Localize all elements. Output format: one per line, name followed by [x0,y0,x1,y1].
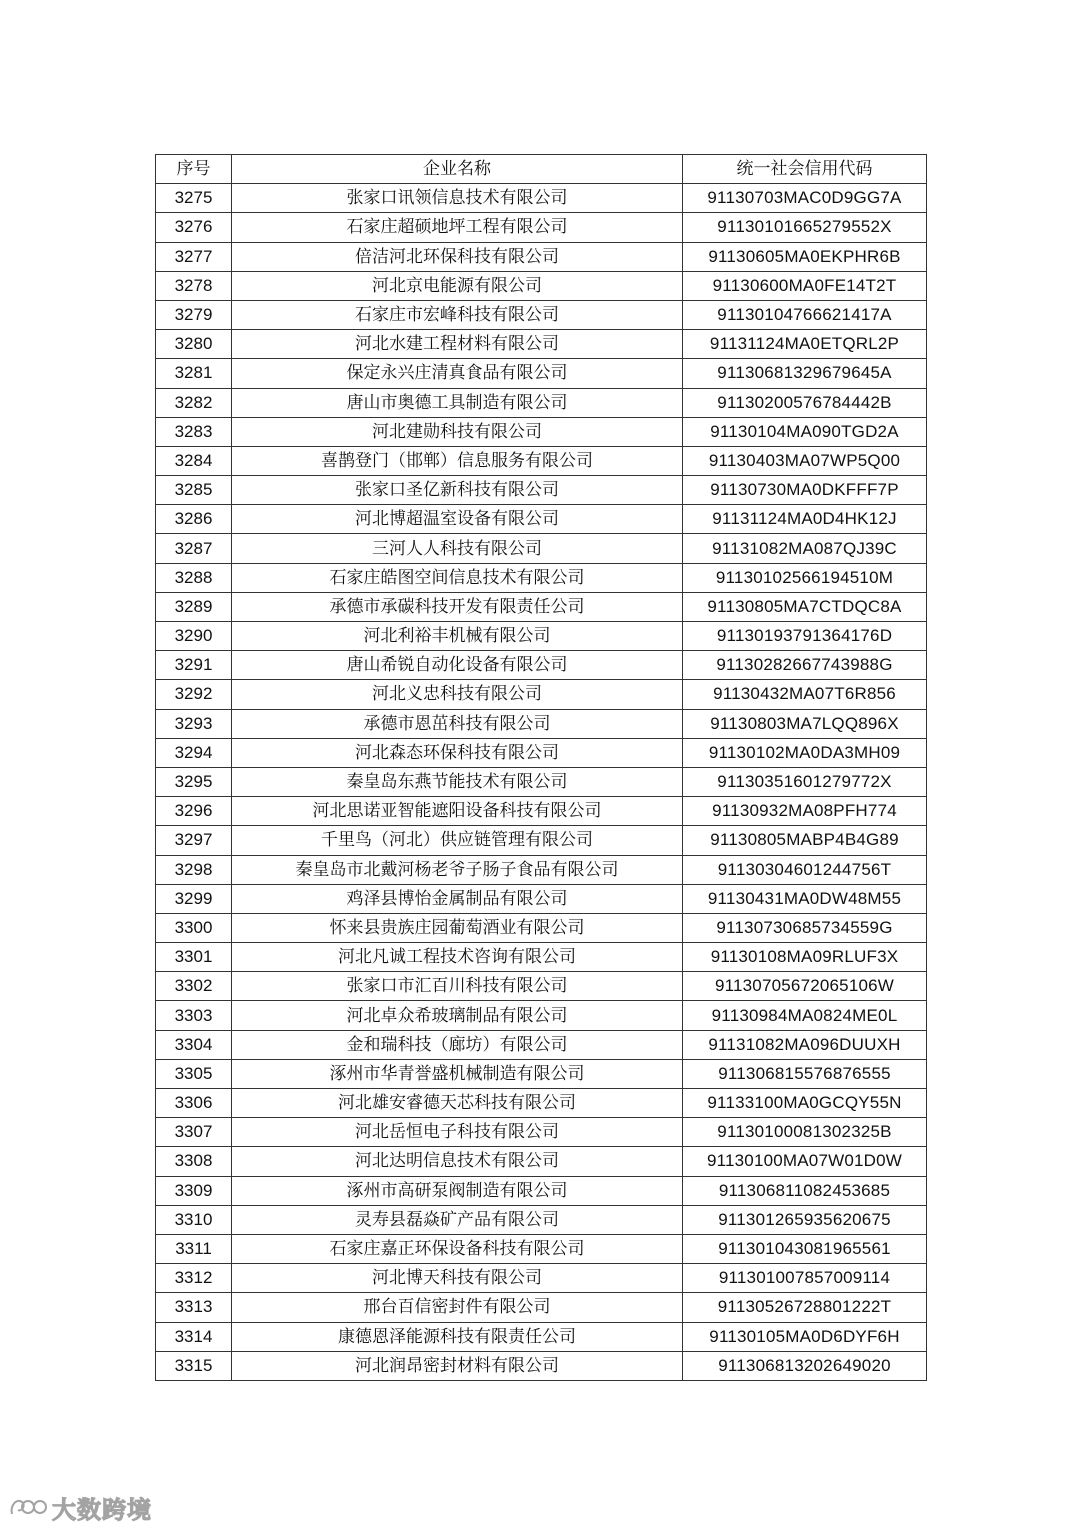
cell-credit-code: 911301007857009114 [683,1264,927,1293]
cell-seq: 3305 [156,1059,232,1088]
cell-company-name: 承德市恩茁科技有限公司 [232,709,683,738]
cell-company-name: 邢台百信密封件有限公司 [232,1293,683,1322]
cell-credit-code: 91130101665279552X [683,213,927,242]
table-row [156,855,927,884]
cell-company-name: 倍洁河北环保科技有限公司 [232,242,683,271]
cell-company-name: 唐山希锐自动化设备有限公司 [232,651,683,680]
cell-seq: 3308 [156,1147,232,1176]
watermark-text: 大数跨境 [52,1495,152,1524]
cell-credit-code: 91130102MA0DA3MH09 [683,738,927,767]
table-row [156,476,927,505]
cell-company-name: 承德市承碳科技开发有限责任公司 [232,592,683,621]
cell-company-name: 鸡泽县博怡金属制品有限公司 [232,884,683,913]
cell-company-name: 河北润昂密封材料有限公司 [232,1351,683,1380]
cell-seq: 3297 [156,826,232,855]
cell-seq: 3294 [156,738,232,767]
table-row [156,797,927,826]
cell-credit-code: 91131082MA096DUUXH [683,1030,927,1059]
table-row [156,1030,927,1059]
cell-credit-code: 91130803MA7LQQ896X [683,709,927,738]
cell-company-name: 涿州市高研泵阀制造有限公司 [232,1176,683,1205]
cell-seq: 3291 [156,651,232,680]
cell-seq: 3313 [156,1293,232,1322]
table-row [156,943,927,972]
cell-seq: 3293 [156,709,232,738]
cell-credit-code: 91130105MA0D6DYF6H [683,1322,927,1351]
cell-seq: 3285 [156,476,232,505]
cell-credit-code: 91130403MA07WP5Q00 [683,446,927,475]
table-row [156,1293,927,1322]
table-row [156,1059,927,1088]
table-row [156,330,927,359]
cell-credit-code: 91130805MA7CTDQC8A [683,592,927,621]
table-row [156,826,927,855]
table-row [156,213,927,242]
cell-seq: 3300 [156,913,232,942]
cell-credit-code: 91130730MA0DKFFF7P [683,476,927,505]
cell-company-name: 河北雄安睿德天芯科技有限公司 [232,1089,683,1118]
table-row [156,359,927,388]
cell-company-name: 河北博天科技有限公司 [232,1264,683,1293]
cell-company-name: 河北水建工程材料有限公司 [232,330,683,359]
cell-credit-code: 911306811082453685 [683,1176,927,1205]
header-company-name: 企业名称 [232,155,683,184]
table-row [156,1089,927,1118]
header-seq: 序号 [156,155,232,184]
table-row [156,972,927,1001]
cell-company-name: 石家庄嘉正环保设备科技有限公司 [232,1234,683,1263]
cell-credit-code: 91130282667743988G [683,651,927,680]
cell-seq: 3287 [156,534,232,563]
table-row [156,680,927,709]
cell-credit-code: 91130351601279772X [683,767,927,796]
cell-company-name: 河北凡诚工程技术咨询有限公司 [232,943,683,972]
cell-seq: 3311 [156,1234,232,1263]
cell-credit-code: 91130984MA0824ME0L [683,1001,927,1030]
table-row [156,184,927,213]
cell-company-name: 灵寿县磊焱矿产品有限公司 [232,1205,683,1234]
cell-credit-code: 91131124MA0D4HK12J [683,505,927,534]
cell-company-name: 河北岳恒电子科技有限公司 [232,1118,683,1147]
table-header-row [156,155,927,184]
cell-seq: 3286 [156,505,232,534]
cell-seq: 3312 [156,1264,232,1293]
brand-logo-icon [8,1494,48,1520]
cell-seq: 3295 [156,767,232,796]
cell-company-name: 河北京电能源有限公司 [232,271,683,300]
table-row [156,563,927,592]
table-row [156,709,927,738]
cell-credit-code: 91130104766621417A [683,300,927,329]
cell-credit-code: 91130805MABP4B4G89 [683,826,927,855]
cell-seq: 3292 [156,680,232,709]
cell-seq: 3279 [156,300,232,329]
cell-company-name: 秦皇岛市北戴河杨老爷子肠子食品有限公司 [232,855,683,884]
cell-credit-code: 91131082MA087QJ39C [683,534,927,563]
cell-company-name: 石家庄市宏峰科技有限公司 [232,300,683,329]
cell-credit-code: 91130108MA09RLUF3X [683,943,927,972]
table-row [156,651,927,680]
cell-company-name: 石家庄超硕地坪工程有限公司 [232,213,683,242]
table-body [156,184,927,1381]
cell-seq: 3303 [156,1001,232,1030]
table-row [156,622,927,651]
cell-seq: 3277 [156,242,232,271]
cell-seq: 3282 [156,388,232,417]
table-row [156,1322,927,1351]
table-row [156,242,927,271]
table-row [156,767,927,796]
cell-credit-code: 91130600MA0FE14T2T [683,271,927,300]
cell-seq: 3309 [156,1176,232,1205]
cell-company-name: 千里鸟（河北）供应链管理有限公司 [232,826,683,855]
cell-credit-code: 911306813202649020 [683,1351,927,1380]
table-row [156,446,927,475]
cell-credit-code: 91130705672065106W [683,972,927,1001]
table-row [156,300,927,329]
cell-company-name: 张家口讯领信息技术有限公司 [232,184,683,213]
cell-seq: 3298 [156,855,232,884]
cell-credit-code: 91130100081302325B [683,1118,927,1147]
cell-credit-code: 91130681329679645A [683,359,927,388]
cell-credit-code: 91130526728801222T [683,1293,927,1322]
cell-seq: 3280 [156,330,232,359]
table-row [156,1176,927,1205]
cell-company-name: 康德恩泽能源科技有限责任公司 [232,1322,683,1351]
cell-credit-code: 91130432MA07T6R856 [683,680,927,709]
header-credit-code: 统一社会信用代码 [683,155,927,184]
table-row [156,1234,927,1263]
cell-credit-code: 91130431MA0DW48M55 [683,884,927,913]
cell-company-name: 怀来县贵族庄园葡萄酒业有限公司 [232,913,683,942]
enterprise-registry-table [155,154,927,1381]
table-row [156,1264,927,1293]
cell-seq: 3276 [156,213,232,242]
cell-credit-code: 91130200576784442B [683,388,927,417]
cell-company-name: 河北卓众希玻璃制品有限公司 [232,1001,683,1030]
table-row [156,1351,927,1380]
cell-credit-code: 91130730685734559G [683,913,927,942]
cell-company-name: 河北博超温室设备有限公司 [232,505,683,534]
cell-credit-code: 91130193791364176D [683,622,927,651]
cell-seq: 3288 [156,563,232,592]
cell-company-name: 河北建勋科技有限公司 [232,417,683,446]
cell-credit-code: 911306815576876555 [683,1059,927,1088]
cell-seq: 3307 [156,1118,232,1147]
cell-seq: 3306 [156,1089,232,1118]
table-row [156,592,927,621]
table-row [156,271,927,300]
cell-credit-code: 91131124MA0ETQRL2P [683,330,927,359]
cell-company-name: 张家口圣亿新科技有限公司 [232,476,683,505]
cell-company-name: 唐山市奥德工具制造有限公司 [232,388,683,417]
cell-credit-code: 91130605MA0EKPHR6B [683,242,927,271]
cell-company-name: 金和瑞科技（廊坊）有限公司 [232,1030,683,1059]
cell-credit-code: 91130932MA08PFH774 [683,797,927,826]
table-row [156,913,927,942]
cell-company-name: 秦皇岛东燕节能技术有限公司 [232,767,683,796]
cell-seq: 3299 [156,884,232,913]
cell-company-name: 三河人人科技有限公司 [232,534,683,563]
cell-credit-code: 91133100MA0GCQY55N [683,1089,927,1118]
cell-credit-code: 91130703MAC0D9GG7A [683,184,927,213]
cell-company-name: 保定永兴庄清真食品有限公司 [232,359,683,388]
table-row [156,534,927,563]
cell-company-name: 河北达明信息技术有限公司 [232,1147,683,1176]
cell-company-name: 河北义忠科技有限公司 [232,680,683,709]
table-row [156,505,927,534]
table-row [156,1205,927,1234]
cell-company-name: 涿州市华青誉盛机械制造有限公司 [232,1059,683,1088]
cell-seq: 3301 [156,943,232,972]
cell-credit-code: 91130100MA07W01D0W [683,1147,927,1176]
cell-seq: 3281 [156,359,232,388]
cell-seq: 3283 [156,417,232,446]
cell-seq: 3284 [156,446,232,475]
cell-credit-code: 91130104MA090TGD2A [683,417,927,446]
cell-seq: 3310 [156,1205,232,1234]
cell-company-name: 河北利裕丰机械有限公司 [232,622,683,651]
table-row [156,1001,927,1030]
cell-company-name: 石家庄皓图空间信息技术有限公司 [232,563,683,592]
table-row [156,1147,927,1176]
cell-company-name: 张家口市汇百川科技有限公司 [232,972,683,1001]
cell-credit-code: 91130304601244756T [683,855,927,884]
cell-seq: 3296 [156,797,232,826]
cell-seq: 3290 [156,622,232,651]
cell-seq: 3304 [156,1030,232,1059]
cell-company-name: 河北森态环保科技有限公司 [232,738,683,767]
cell-company-name: 河北思诺亚智能遮阳设备科技有限公司 [232,797,683,826]
table-row [156,884,927,913]
cell-seq: 3275 [156,184,232,213]
cell-seq: 3314 [156,1322,232,1351]
table-row [156,738,927,767]
cell-credit-code: 91130102566194510M [683,563,927,592]
cell-seq: 3302 [156,972,232,1001]
table-row [156,417,927,446]
table-row [156,1118,927,1147]
cell-seq: 3278 [156,271,232,300]
cell-seq: 3315 [156,1351,232,1380]
cell-company-name: 喜鹊登门（邯郸）信息服务有限公司 [232,446,683,475]
table-row [156,388,927,417]
cell-seq: 3289 [156,592,232,621]
cell-credit-code: 911301265935620675 [683,1205,927,1234]
watermark [8,1490,152,1524]
cell-credit-code: 911301043081965561 [683,1234,927,1263]
